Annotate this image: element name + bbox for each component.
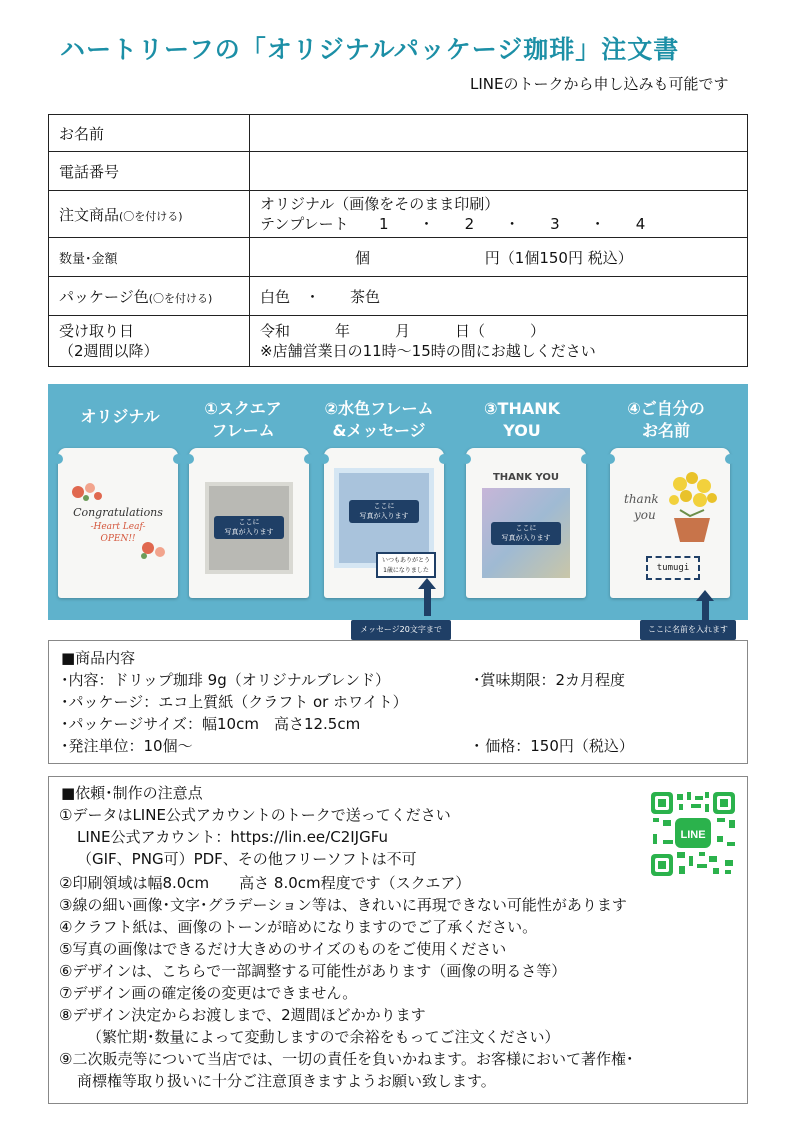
notes-heading: ■依頼･制作の注意点	[61, 784, 203, 802]
note-8: ⑧デザイン決定からお渡しまで、2週間ほどかかります	[59, 1006, 426, 1024]
photo-tag-text: 写真が入ります	[224, 528, 274, 536]
product-package: ･パッケージ：エコ上質紙（クラフト or ホワイト）	[61, 693, 408, 711]
date-label-note: （2週間以降）	[59, 342, 159, 360]
color-field[interactable]	[250, 277, 748, 316]
thank-script: thank	[624, 492, 659, 506]
color-label: パッケージ色	[59, 287, 149, 306]
template-separator: ・	[504, 215, 520, 233]
note-1: ①データはLINE公式アカウントのトークで送ってください	[59, 806, 451, 824]
product-label: 注文商品	[59, 205, 120, 224]
option-title-thank-you	[457, 398, 587, 442]
thank-you-text: THANK YOU	[492, 472, 560, 483]
color-note: (〇を付ける)	[148, 291, 213, 305]
option-title-line: &メッセージ	[332, 421, 426, 440]
product-label-cell	[49, 191, 250, 238]
date-note: ※店舗営業日の11時～15時の間にお越しください	[260, 342, 596, 360]
price-text: 円（1個150円 税込）	[484, 248, 633, 267]
photo-tag-text: 写真が入ります	[501, 534, 551, 542]
name-callout: ここに名前を入れます	[640, 620, 736, 640]
template-option-2: 2	[464, 215, 475, 233]
option-title-line: オリジナル	[80, 407, 160, 426]
note-1-format: （GIF、PNG可）PDF、その他フリーソフトは不可	[77, 850, 417, 868]
option-title-line: YOU	[503, 421, 541, 440]
page-subtitle: LINEのトークから申し込みも可能です	[470, 75, 729, 93]
date-field[interactable]	[250, 316, 748, 367]
template-option-3: 3	[550, 215, 560, 233]
product-template-option	[260, 214, 737, 234]
you-script: you	[634, 508, 656, 522]
product-min-order: ･発注単位：10個～	[61, 737, 193, 755]
qty-unit: 個	[354, 248, 370, 267]
template-option-1: 1	[379, 215, 389, 233]
note-3: ③線の細い画像･文字･グラデーション等は、きれいに再現できない可能性があります	[59, 896, 627, 914]
pouch-square-frame	[189, 448, 309, 598]
date-label: 受け取り日	[59, 322, 135, 340]
name-field[interactable]	[250, 115, 748, 152]
photo-tag-text: ここに	[515, 524, 537, 532]
template-separator: ・	[590, 215, 606, 233]
color-options: 白色 ・ 茶色	[260, 287, 381, 306]
product-field[interactable]	[250, 191, 748, 238]
photo-tag	[491, 522, 561, 545]
name-sample: tumugi	[646, 556, 700, 580]
message-sample-text: いつもありがとう	[381, 557, 430, 564]
qty-field[interactable]	[250, 238, 748, 277]
product-info-heading: ■商品内容	[61, 649, 136, 667]
date-label-cell	[49, 316, 250, 367]
note-6: ⑥デザインは、こちらで一部調整する可能性があります（画像の明るさ等）	[59, 962, 567, 980]
option-title-line: ①スクエア	[204, 399, 282, 418]
flower-icon	[68, 478, 108, 504]
congrats-open: OPEN!!	[100, 534, 136, 544]
message-callout: メッセージ20文字まで	[351, 620, 451, 640]
option-title-line: ③THANK	[483, 399, 561, 418]
page-title: ハートリーフの「オリジナルパッケージ珈琲」注文書	[60, 35, 680, 64]
pouch-blue-frame	[324, 448, 444, 598]
mimosa-bouquet-icon	[660, 470, 722, 560]
photo-tag-text: 写真が入ります	[359, 512, 409, 520]
product-info-box	[48, 640, 748, 764]
tel-label: 電話番号	[49, 152, 250, 191]
package-options-banner	[48, 384, 748, 620]
congrats-text: Congratulations	[73, 506, 163, 519]
product-original-option: オリジナル（画像をそのまま印刷）	[260, 195, 500, 213]
congrats-shop: -Heart Leaf-	[90, 522, 146, 532]
order-form-table	[48, 114, 748, 367]
option-title-line: ④ご自分の	[627, 399, 705, 418]
template-label: テンプレート	[260, 215, 349, 233]
photo-tag	[349, 500, 419, 523]
note-5: ⑤写真の画像はできるだけ大きめのサイズのものをご使用ください	[59, 940, 507, 958]
product-expiry: ･賞味期限：2カ月程度	[473, 671, 626, 689]
message-sample-text: 1歳になりました	[383, 567, 429, 574]
name-label: お名前	[49, 115, 250, 152]
note-9-cont: 商標権等取り扱いに十分ご注意頂きますようお願い致します。	[77, 1072, 496, 1090]
arrow-stem	[424, 588, 431, 616]
line-qr-code[interactable]	[649, 790, 737, 878]
option-title-blue-frame	[314, 398, 444, 442]
pouch-original	[58, 448, 178, 598]
color-label-cell	[49, 277, 250, 316]
option-title-line: ②水色フレーム	[324, 399, 434, 418]
photo-tag-text: ここに	[373, 502, 395, 510]
photo-tag-text: ここに	[238, 518, 260, 526]
notes-box	[48, 776, 748, 1104]
photo-tag	[214, 516, 284, 539]
product-price: ･ 価格：150円（税込）	[473, 737, 634, 755]
option-title-original	[55, 406, 185, 428]
qr-line-label: LINE	[680, 829, 706, 841]
product-note: (〇を付ける)	[119, 209, 183, 223]
template-separator: ・	[419, 215, 435, 233]
note-2: ②印刷領域は幅8.0cm 高さ 8.0cm程度です（スクエア）	[59, 874, 471, 892]
qty-label: 数量･金額	[49, 238, 250, 277]
pouch-your-name	[610, 448, 730, 598]
tel-field[interactable]	[250, 152, 748, 191]
note-8-sub: （繁忙期･数量によって変動しますので余裕をもってご注文ください）	[87, 1028, 560, 1046]
message-sample	[376, 552, 436, 578]
template-option-4: 4	[635, 215, 646, 233]
note-7: ⑦デザイン画の確定後の変更はできません。	[59, 984, 358, 1002]
option-title-line: フレーム	[211, 421, 275, 440]
note-4: ④クラフト紙は、画像のトーンが暗めになりますのでご了承ください。	[59, 918, 538, 936]
date-input-line: 令和 年 月 日（ ）	[260, 322, 546, 340]
product-size: ･パッケージサイズ：幅10cm 高さ12.5cm	[61, 715, 361, 733]
product-content: ･内容：ドリップ珈琲 9g（オリジナルブレンド）	[61, 671, 391, 689]
note-1-account[interactable]: LINE公式アカウント：https://lin.ee/C2IJGFu	[77, 828, 389, 846]
option-title-square	[178, 398, 308, 442]
pouch-thank-you	[466, 448, 586, 598]
arrow-stem	[702, 600, 709, 620]
option-title-name	[601, 398, 731, 442]
note-9: ⑨二次販売等について当店では、一切の責任を負いかねます。お客様において著作権･	[59, 1050, 634, 1068]
option-title-line: お名前	[641, 421, 690, 440]
